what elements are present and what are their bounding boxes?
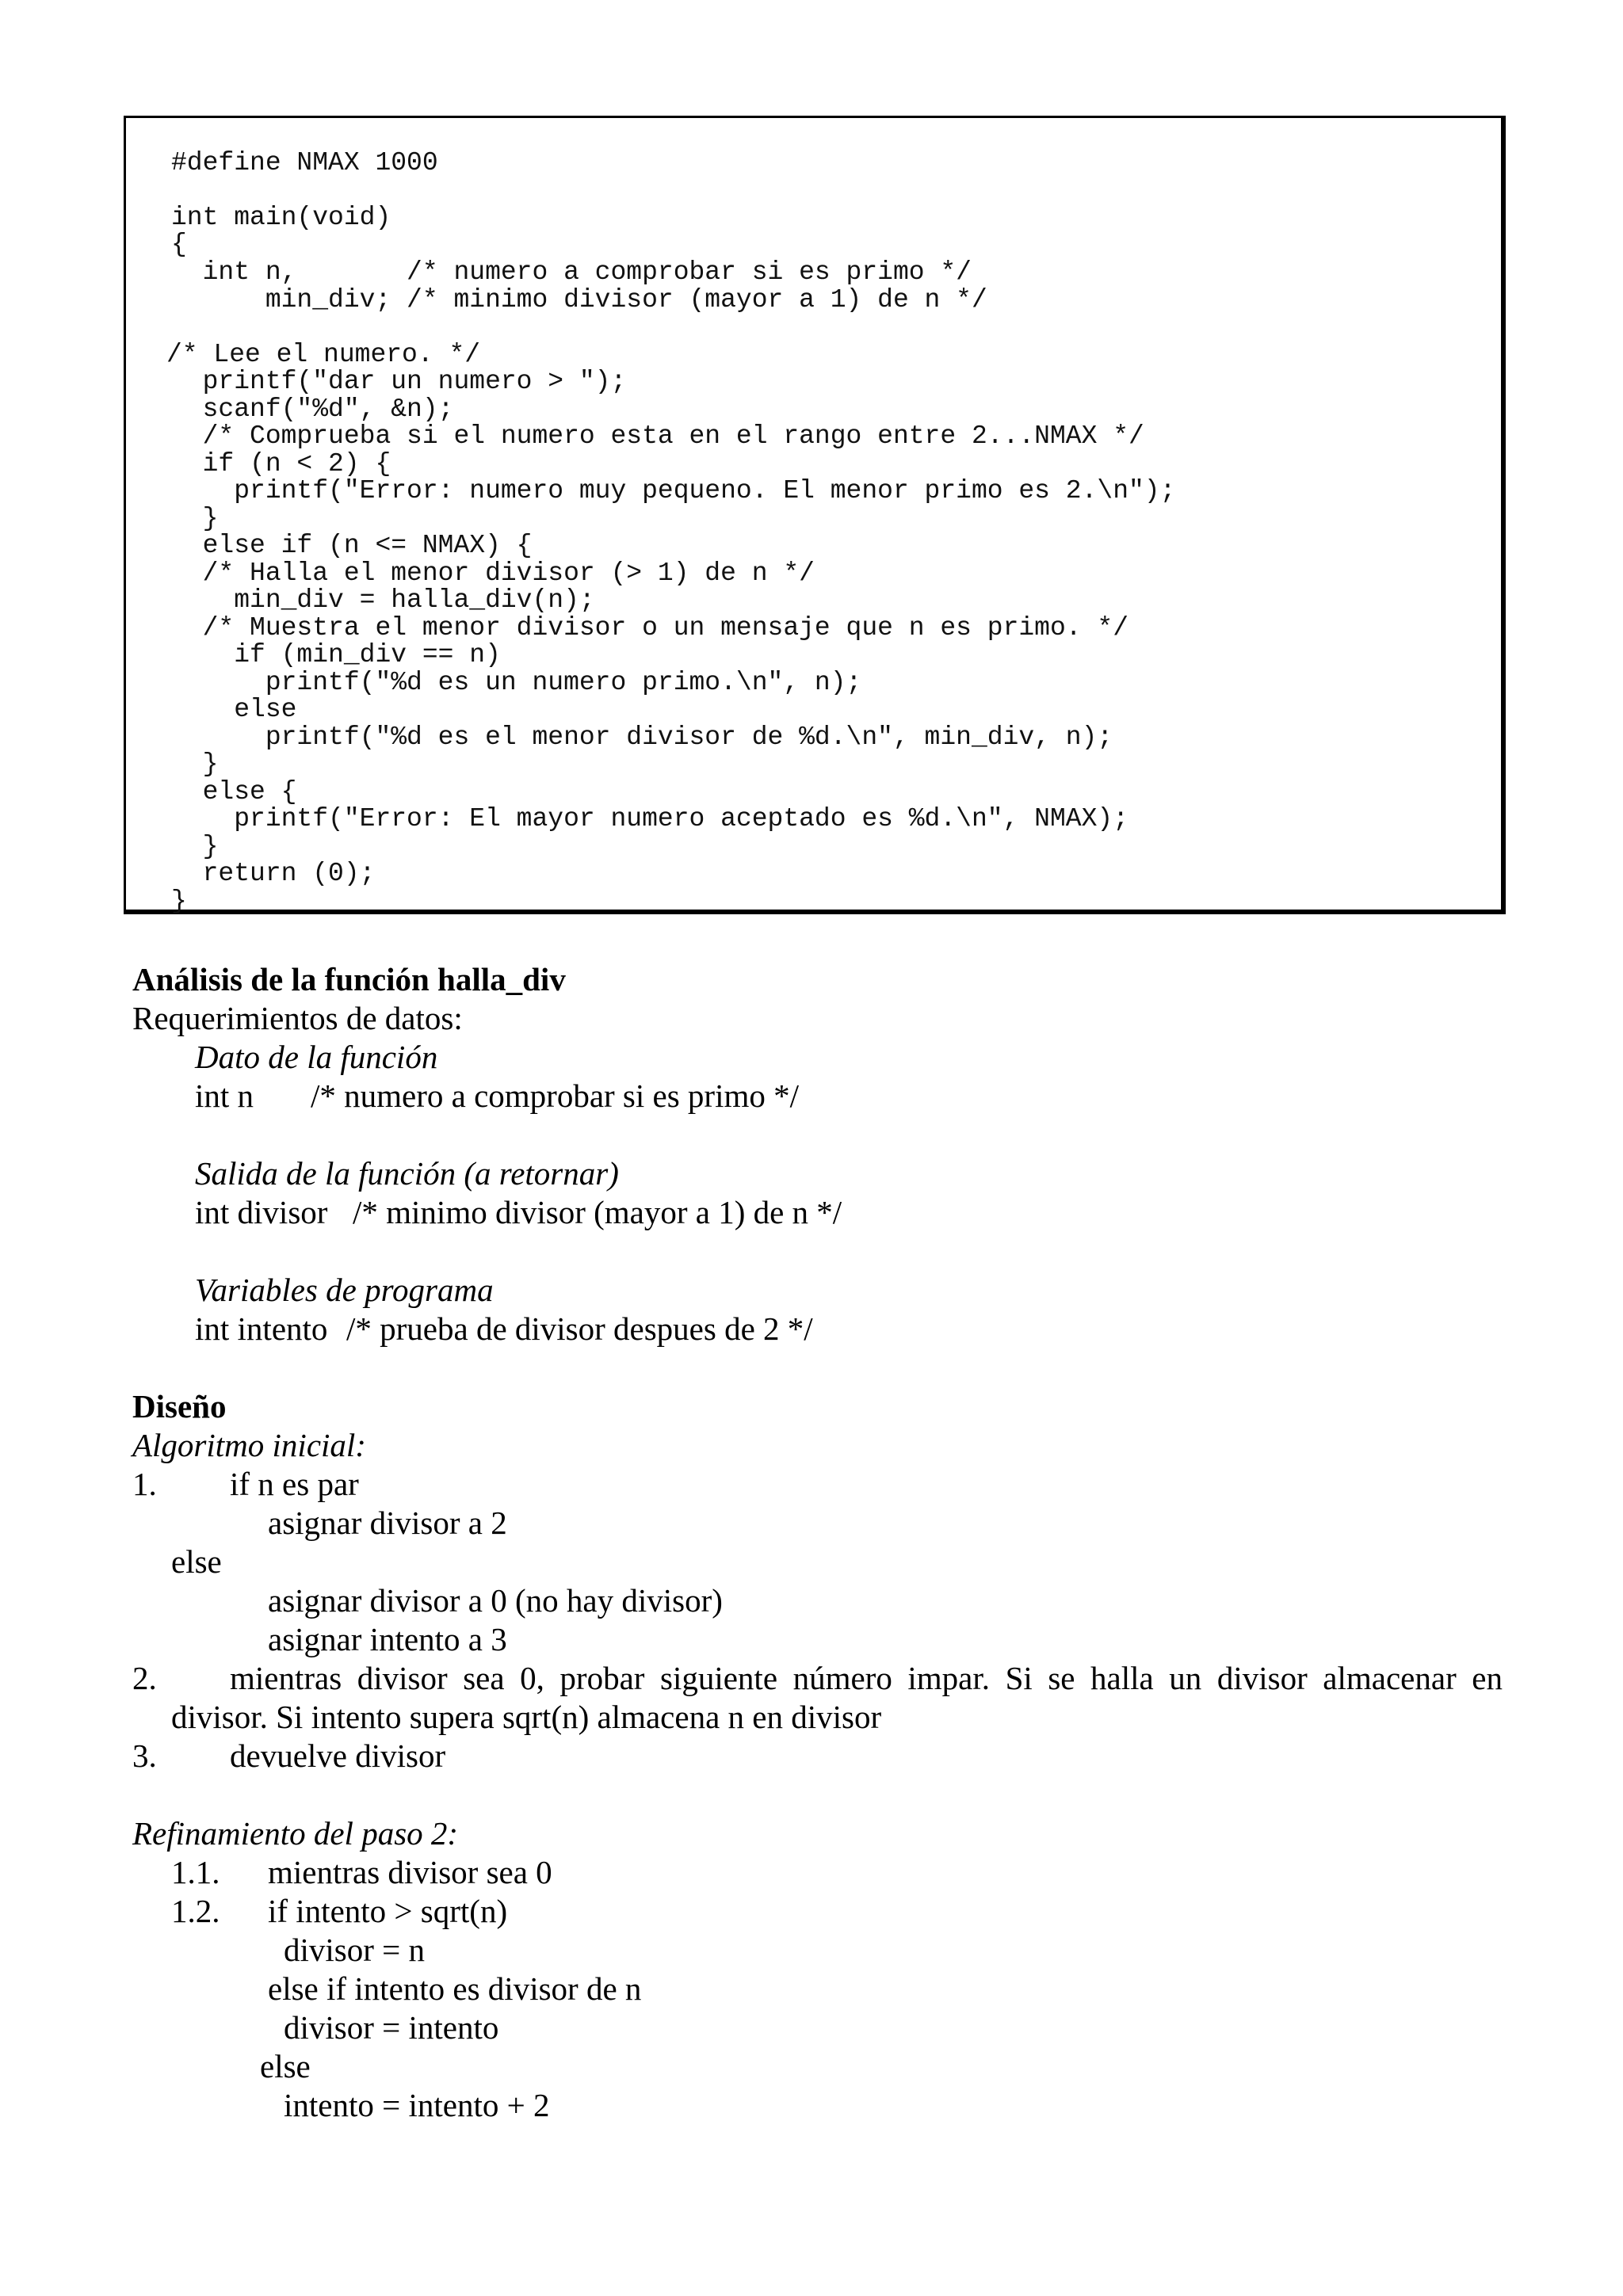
initial-algorithm-title: Algoritmo inicial: bbox=[132, 1427, 366, 1463]
code-listing-box bbox=[124, 116, 1506, 914]
code-line: if (min_div == n) bbox=[171, 640, 501, 669]
code-line: } bbox=[171, 749, 219, 779]
code-line: printf("Error: El mayor numero aceptado es %d.\n", NMAX); bbox=[171, 804, 1128, 833]
refinement-text: intento = intento + 2 bbox=[284, 2087, 550, 2123]
output-comment: /* minimo divisor (mayor a 1) de n */ bbox=[353, 1194, 842, 1230]
code-line: else { bbox=[171, 777, 297, 807]
refinement-text: else bbox=[260, 2048, 311, 2084]
code-line: min_div = halla_div(n); bbox=[171, 585, 595, 615]
refinement-text: if intento > sqrt(n) bbox=[268, 1893, 508, 1929]
code-line: if (n < 2) { bbox=[171, 449, 391, 479]
input-comment: /* numero a comprobar si es primo */ bbox=[311, 1077, 800, 1114]
step-text: asignar divisor a 2 bbox=[268, 1505, 507, 1541]
code-line: } bbox=[171, 832, 219, 861]
code-line: /* Lee el numero. */ bbox=[166, 340, 481, 369]
program-variable: int intento bbox=[195, 1310, 328, 1347]
data-requirements-label: Requerimientos de datos: bbox=[132, 1000, 463, 1036]
refinement-text: divisor = n bbox=[284, 1932, 426, 1968]
refinement-title: Refinamiento del paso 2: bbox=[132, 1815, 459, 1852]
code-line: int n, /* numero a comprobar si es primo */ bbox=[171, 257, 972, 287]
code-line: /* Comprueba si el numero esta en el rango entre 2...NMAX */ bbox=[171, 421, 1144, 451]
code-line: #define NMAX 1000 bbox=[171, 148, 438, 177]
refinement-text: mientras divisor sea 0 bbox=[268, 1854, 552, 1890]
code-line: /* Halla el menor divisor (> 1) de n */ bbox=[171, 559, 815, 588]
code-line: } bbox=[171, 504, 219, 533]
step-text: asignar divisor a 0 (no hay divisor) bbox=[268, 1582, 723, 1619]
refinement-number: 1.1. bbox=[171, 1854, 220, 1890]
code-line: else if (n <= NMAX) { bbox=[171, 531, 533, 560]
step-number: 2. bbox=[132, 1660, 157, 1696]
step-text: else bbox=[171, 1543, 222, 1580]
output-section-title: Salida de la función (a retornar) bbox=[195, 1155, 619, 1192]
output-variable: int divisor bbox=[195, 1194, 328, 1230]
code-line: min_div; /* minimo divisor (mayor a 1) de n */ bbox=[171, 285, 987, 315]
program-vars-title: Variables de programa bbox=[195, 1272, 494, 1308]
code-line: return (0); bbox=[171, 859, 376, 888]
analysis-heading: Análisis de la función halla_div bbox=[132, 961, 566, 997]
step-text-continued: divisor. Si intento supera sqrt(n) almacena n en divisor bbox=[171, 1699, 882, 1735]
code-line: printf("%d es un numero primo.\n", n); bbox=[171, 668, 862, 697]
code-line: } bbox=[171, 887, 187, 916]
step-text: mientras divisor sea 0, probar siguiente número impar. Si se halla un divisor almacenar en bbox=[230, 1660, 1503, 1696]
step-text: asignar intento a 3 bbox=[268, 1621, 507, 1657]
step-number: 3. bbox=[132, 1737, 157, 1774]
step-number: 1. bbox=[132, 1466, 157, 1502]
program-variable-comment: /* prueba de divisor despues de 2 */ bbox=[346, 1310, 813, 1347]
code-line: else bbox=[171, 695, 297, 724]
step-text: devuelve divisor bbox=[230, 1737, 446, 1774]
code-line: { bbox=[171, 230, 187, 259]
code-line: printf("%d es el menor divisor de %d.\n", min_div, n); bbox=[171, 723, 1113, 752]
input-section-title: Dato de la función bbox=[195, 1039, 438, 1075]
refinement-number: 1.2. bbox=[171, 1893, 220, 1929]
code-line: printf("dar un numero > "); bbox=[171, 367, 627, 396]
code-line: printf("Error: numero muy pequeno. El menor primo es 2.\n"); bbox=[171, 476, 1176, 505]
design-heading: Diseño bbox=[132, 1388, 227, 1425]
step-text: if n es par bbox=[230, 1466, 359, 1502]
code-line: scanf("%d", &n); bbox=[171, 395, 454, 424]
refinement-text: else if intento es divisor de n bbox=[268, 1970, 642, 2007]
input-variable: int n bbox=[195, 1077, 254, 1114]
code-line: int main(void) bbox=[171, 203, 391, 232]
refinement-text: divisor = intento bbox=[284, 2009, 499, 2046]
code-line: /* Muestra el menor divisor o un mensaje que n es primo. */ bbox=[171, 613, 1128, 643]
